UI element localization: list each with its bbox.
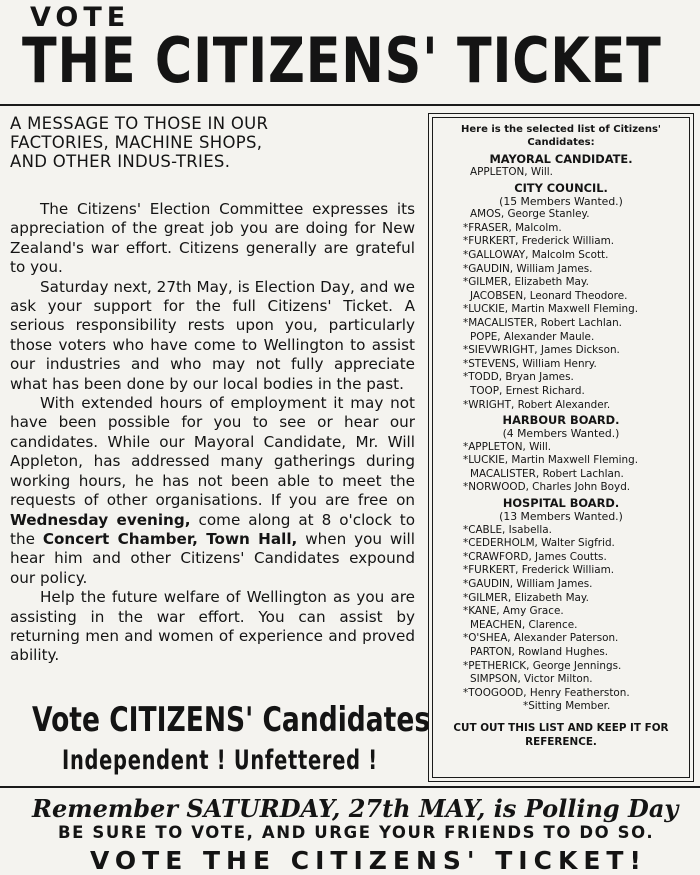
body-text (10, 200, 415, 666)
independent-slogan: Independent ! Unfettered ! (62, 745, 378, 776)
candidates-intro: Here is the selected list of Citizens' Candidates: (461, 124, 661, 148)
candidate-name: AMOS, George Stanley. (470, 208, 590, 221)
candidate-name: *WRIGHT, Robert Alexander. (463, 398, 611, 411)
vote-heading: VOTE (30, 2, 131, 33)
top-divider (0, 104, 700, 106)
candidate-name: *NORWOOD, Charles John Boyd. (463, 481, 631, 494)
polling-day-reminder: Remember SATURDAY, 27th MAY, is Polling Day (32, 794, 679, 823)
cut-out-note: CUT OUT THIS LIST AND KEEP IT FOR REFERENCE. (453, 721, 669, 748)
candidate-name: *O'SHEA, Alexander Paterson. (463, 632, 619, 645)
meeting-text-b: come along at 8 o'clock to the (10, 510, 415, 548)
candidate-name: *SIEVWRIGHT, James Dickson. (463, 344, 620, 357)
candidate-name: *TOOGOOD, Henry Featherston. (463, 686, 630, 699)
candidate-name: APPLETON, Will. (470, 166, 553, 178)
candidate-name: *LUCKIE, Martin Maxwell Fleming. (463, 454, 639, 467)
candidate-name: MACALISTER, Robert Lachlan. (470, 467, 624, 480)
be-sure-to-vote: BE SURE TO VOTE, AND URGE YOUR FRIENDS TO DO SO. (58, 823, 655, 842)
candidate-name: PARTON, Rowland Hughes. (470, 646, 609, 658)
vote-ticket-footer: VOTE THE CITIZENS' TICKET! (90, 846, 647, 875)
candidate-name: *MACALISTER, Robert Lachlan. (463, 316, 622, 329)
candidate-name: *GAUDIN, William James. (463, 578, 593, 591)
harbour-board-heading: HARBOUR BOARD. (502, 413, 620, 428)
paragraph-future-welfare: Help the future welfare of Wellington as you are assisting in the war effort. You can assist by returning men and women of experience and proved ability. (10, 588, 415, 665)
bottom-divider (0, 786, 700, 788)
candidate-name: *KANE, Amy Grace. (463, 605, 564, 618)
candidate-name: *GILMER, Elizabeth May. (463, 276, 589, 289)
candidate-name: *GALLOWAY, Malcolm Scott. (463, 248, 609, 261)
candidate-name: *FURKERT, Frederick William. (463, 564, 615, 577)
paragraph-election-day: Saturday next, 27th May, is Election Day, and we ask your support for the full Citizens' Ticket. A serious responsibility rests upon you, particularly those voters who have come to Wellington to assist our industries and who may not fully appreciate what has been done by our local bodies in the past. (10, 277, 415, 393)
candidate-name: *GAUDIN, William James. (463, 262, 593, 275)
paragraph-meeting (10, 394, 415, 588)
sitting-member-note: *Sitting Member. (523, 700, 611, 713)
page-title: THE CITIZENS' TICKET (22, 24, 662, 97)
candidate-name: *PETHERICK, George Jennings. (463, 659, 622, 672)
candidate-name: *CABLE, Isabella. (463, 523, 552, 536)
mayoral-heading: MAYORAL CANDIDATE. (489, 152, 633, 166)
meeting-venue: Concert Chamber, Town Hall, (42, 529, 298, 548)
candidate-name: *APPLETON, Will. (463, 440, 552, 453)
meeting-text-a: With extended hours of employment it may not have been possible for you to see or hear our candidates. While our Mayoral Candidate, Mr. Will Appleton, has addressed many gatherings during working hours, he has not been able to meet the requests of other organisations. If you are free on (10, 394, 415, 510)
candidates-list-box (428, 113, 694, 782)
candidate-name: POPE, Alexander Maule. (470, 330, 595, 343)
candidates-list (432, 117, 690, 778)
candidate-name: *STEVENS, William Henry. (463, 357, 597, 370)
vote-candidates-slogan: Vote CITIZENS' Candidates (32, 700, 431, 740)
city-council-heading: CITY COUNCIL. (514, 180, 608, 195)
message-heading: A MESSAGE TO THOSE IN OUR FACTORIES, MACHINE SHOPS, AND OTHER INDUS-TRIES. (10, 114, 269, 171)
city-council-members-wanted: (15 Members Wanted.) (499, 194, 623, 208)
candidate-name: *FRASER, Malcolm. (463, 221, 562, 234)
hospital-board-members-wanted: (13 Members Wanted.) (499, 510, 623, 524)
candidate-name: *CEDERHOLM, Walter Sigfrid. (463, 537, 615, 550)
candidate-name: *LUCKIE, Martin Maxwell Fleming. (463, 303, 639, 316)
candidate-name: *TODD, Bryan James. (463, 371, 574, 384)
meeting-day: Wednesday evening, (10, 510, 191, 529)
candidate-name: MEACHEN, Clarence. (470, 618, 578, 631)
harbour-board-members-wanted: (4 Members Wanted.) (502, 427, 620, 441)
hospital-board-heading: HOSPITAL BOARD. (502, 496, 620, 511)
candidate-name: JACOBSEN, Leonard Theodore. (470, 289, 628, 302)
candidate-name: *FURKERT, Frederick William. (463, 235, 615, 248)
paragraph-appreciation: The Citizens' Election Committee expresses its appreciation of the great job you are doing for New Zealand's war effort. Citizens generally are grateful to you. (10, 200, 415, 277)
candidate-name: *CRAWFORD, James Coutts. (463, 550, 607, 563)
candidate-name: SIMPSON, Victor Milton. (470, 673, 593, 686)
meeting-text-c: when you will hear him and other Citizens' Candidates expound our policy. (10, 529, 415, 587)
candidate-name: TOOP, Ernest Richard. (470, 384, 585, 397)
candidate-name: *GILMER, Elizabeth May. (463, 591, 589, 604)
